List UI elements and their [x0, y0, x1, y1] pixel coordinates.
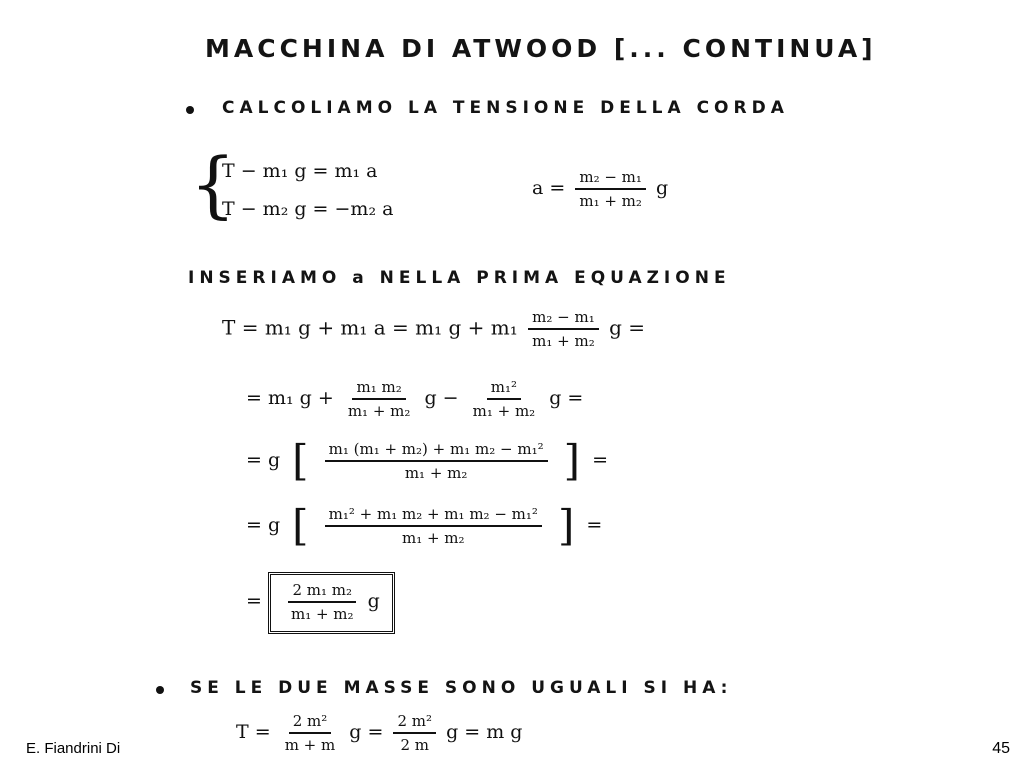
step4-rhs: = — [586, 514, 603, 536]
step1-lhs: T = m₁ g + m₁ a = m₁ g + m₁ — [222, 315, 518, 340]
step2-fraction-2 — [469, 378, 540, 420]
left-bracket: [ — [292, 501, 309, 550]
derivation-step-1 — [222, 308, 645, 350]
derivation-step-2 — [246, 378, 583, 420]
step1-fraction — [528, 308, 599, 350]
fraction-numerator: 2 m² — [289, 712, 332, 734]
equal-fraction-2 — [393, 712, 436, 754]
step2-fraction-1 — [344, 378, 415, 420]
equal-fraction-1 — [281, 712, 340, 754]
equal-middle: g = — [349, 721, 384, 743]
fraction-numerator: m₁² + m₁ m₂ + m₁ m₂ − m₁² — [325, 505, 542, 527]
equal-masses-formula — [236, 712, 522, 754]
fraction-denominator: m₁ + m₂ — [401, 529, 465, 547]
acceleration-formula — [532, 168, 668, 210]
system-equation-2: T − m₂ g = −m₂ a — [222, 198, 394, 220]
result-formula — [246, 572, 395, 634]
system-brace: { — [190, 142, 236, 226]
system-equation-1: T − m₁ g = m₁ a — [222, 160, 378, 182]
fraction-denominator: m₁ + m₂ — [579, 192, 642, 210]
slide-title: MACCHINA DI ATWOOD [... CONTINUA] — [205, 34, 877, 63]
right-bracket: ] — [563, 436, 581, 485]
acceleration-fraction — [575, 168, 646, 210]
step4-lhs: = g — [246, 514, 281, 536]
bullet-equal-masses: SE LE DUE MASSE SONO UGUALI SI HA: — [190, 678, 733, 698]
fraction-denominator: m₁ + m₂ — [472, 402, 536, 420]
step2-rhs: g = — [549, 387, 584, 409]
fraction-numerator: m₂ − m₁ — [575, 168, 646, 190]
page-number: 45 — [992, 740, 1010, 757]
insert-heading: INSERIAMO a NELLA PRIMA EQUAZIONE — [188, 268, 731, 288]
result-rhs: g — [367, 590, 380, 612]
acceleration-lhs: a = — [532, 177, 566, 199]
fraction-denominator: m₁ + m₂ — [404, 464, 468, 482]
bullet-dot — [156, 686, 164, 694]
step3-lhs: = g — [246, 449, 281, 471]
bullet-dot — [186, 106, 194, 114]
equal-rhs: g = m g — [446, 721, 523, 743]
fraction-numerator: m₁ (m₁ + m₂) + m₁ m₂ − m₁² — [325, 440, 548, 462]
left-bracket: [ — [292, 436, 309, 485]
fraction-denominator: m₁ + m₂ — [347, 402, 411, 420]
result-box — [268, 572, 395, 634]
fraction-numerator: m₂ − m₁ — [528, 308, 599, 330]
step3-fraction — [325, 440, 548, 482]
fraction-denominator: m₁ + m₂ — [532, 332, 595, 350]
result-lhs: = — [246, 590, 262, 612]
acceleration-rhs: g — [655, 177, 669, 199]
fraction-numerator: m₁² — [487, 378, 521, 400]
fraction-denominator: 2 m — [400, 736, 430, 754]
step1-rhs: g = — [609, 315, 645, 340]
fraction-denominator: m₁ + m₂ — [290, 605, 354, 623]
fraction-denominator: m + m — [284, 736, 336, 754]
step3-rhs: = — [592, 449, 609, 471]
step2-lhs: = m₁ g + — [246, 387, 334, 409]
step2-middle: g − — [424, 387, 459, 409]
right-bracket: ] — [557, 501, 575, 550]
fraction-numerator: m₁ m₂ — [352, 378, 405, 400]
bullet-tension-heading: CALCOLIAMO LA TENSIONE DELLA CORDA — [222, 98, 789, 118]
fraction-numerator: 2 m₁ m₂ — [288, 581, 356, 603]
equal-lhs: T = — [236, 721, 271, 743]
result-fraction — [287, 581, 358, 623]
fraction-numerator: 2 m² — [393, 712, 436, 734]
footer-author: E. Fiandrini Di — [26, 740, 121, 757]
step4-fraction — [325, 505, 542, 547]
derivation-step-3 — [246, 436, 609, 485]
derivation-step-4 — [246, 501, 603, 550]
